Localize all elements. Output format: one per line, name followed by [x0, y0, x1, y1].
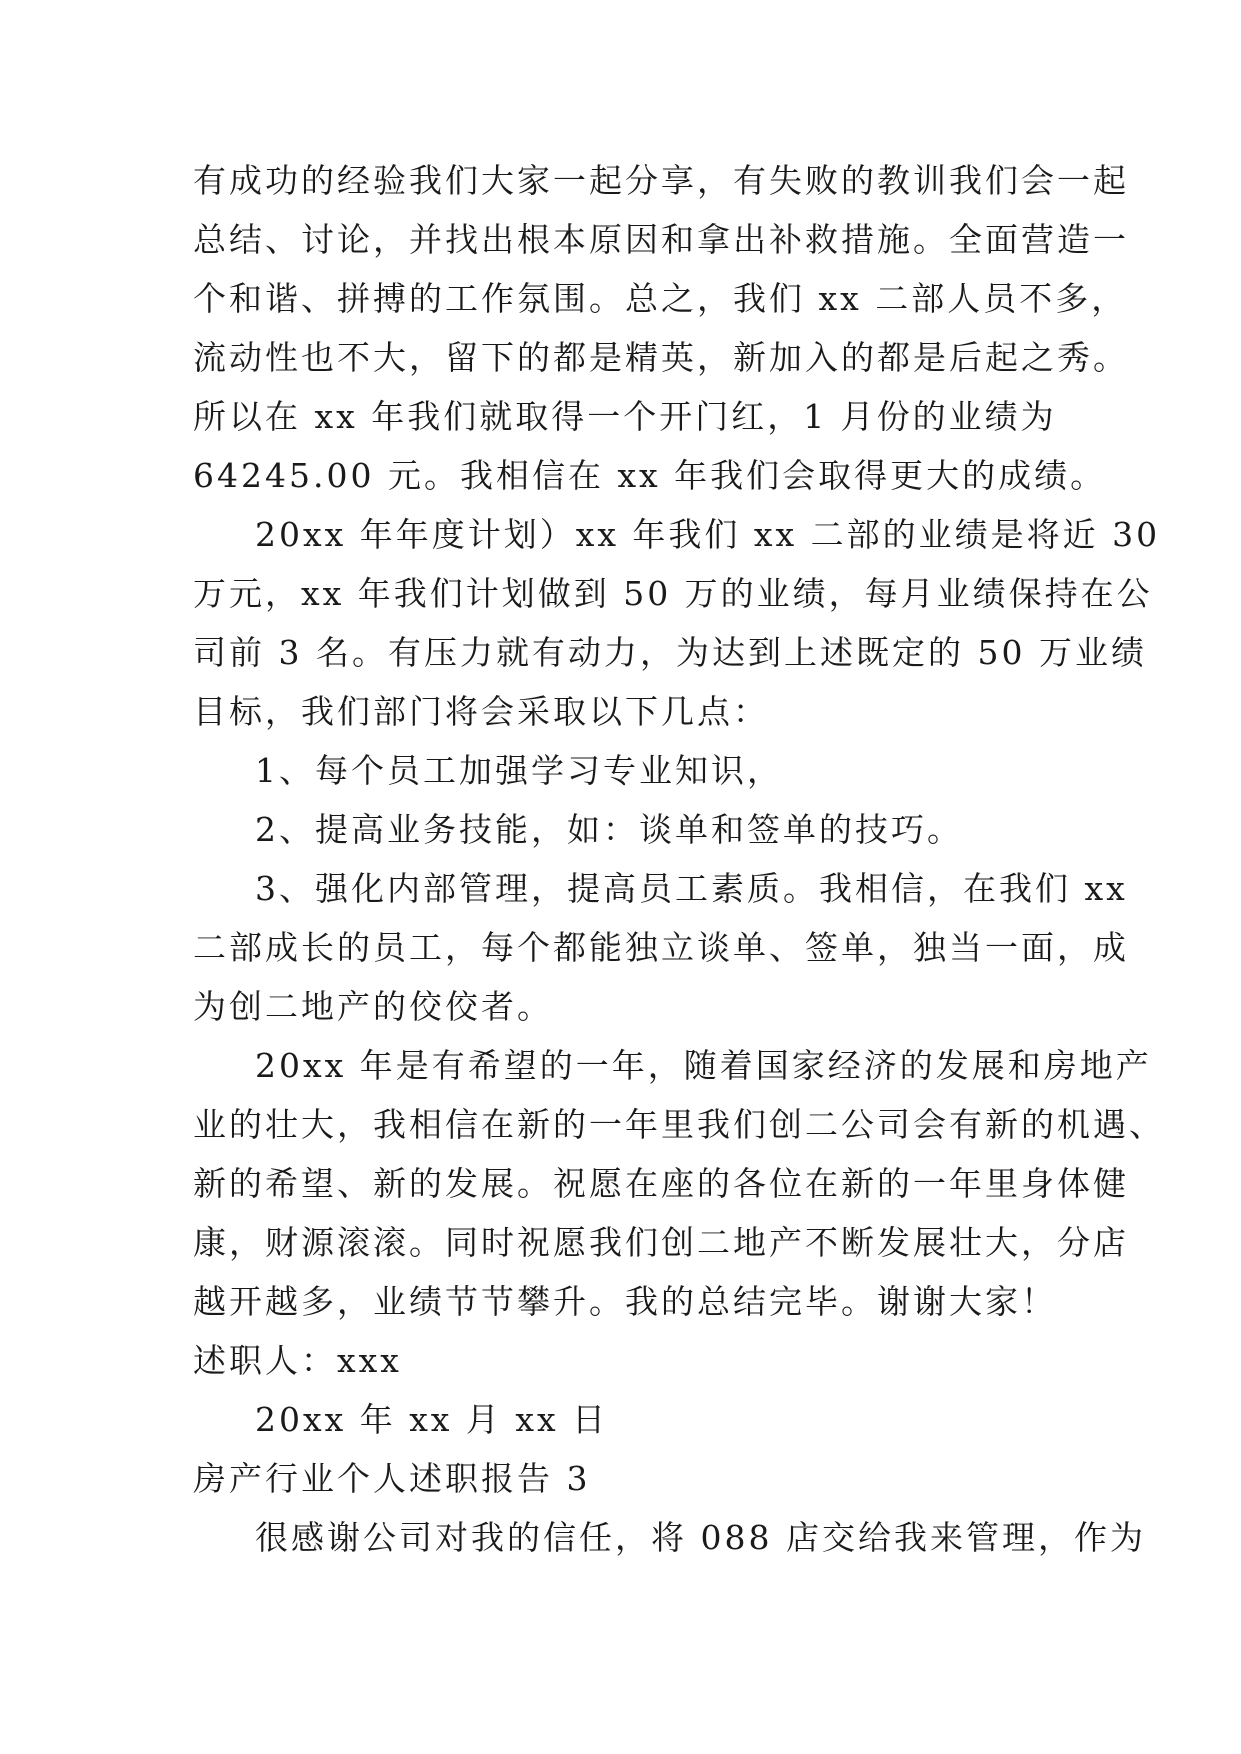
date-line: 20xx 年 xx 月 xx 日 [255, 1400, 609, 1439]
section-heading: 房产行业个人述职报告 3 [193, 1459, 591, 1498]
text-line: 二部成长的员工，每个都能独立谈单、签单，独当一面，成 [193, 928, 1129, 967]
text-line: 司前 3 名。有压力就有动力，为达到上述既定的 50 万业绩 [193, 633, 1147, 672]
text-line: 总结、讨论，并找出根本原因和拿出补救措施。全面营造一 [193, 220, 1129, 259]
list-item-1: 1、每个员工加强学习专业知识， [255, 751, 783, 790]
text-line: 流动性也不大，留下的都是精英，新加入的都是后起之秀。 [193, 338, 1129, 377]
text-line: 个和谐、拼搏的工作氛围。总之，我们 xx 二部人员不多， [193, 279, 1128, 318]
text-line: 新的希望、新的发展。祝愿在座的各位在新的一年里身体健 [193, 1164, 1129, 1203]
text-line: 康，财源滚滚。同时祝愿我们创二地产不断发展壮大，分店 [193, 1223, 1129, 1262]
text-line: 为创二地产的佼佼者。 [193, 987, 553, 1026]
list-item-2: 2、提高业务技能，如：谈单和签单的技巧。 [255, 810, 963, 849]
document-body [193, 151, 1165, 1567]
reporter-line: 述职人：xxx [193, 1341, 402, 1380]
text-line: 所以在 xx 年我们就取得一个开门红，1 月份的业绩为 [193, 397, 1057, 436]
text-line: 64245.00 元。我相信在 xx 年我们会取得更大的成绩。 [193, 456, 1107, 495]
text-line: 目标，我们部门将会采取以下几点： [193, 692, 769, 731]
paragraph-start-line: 20xx 年是有希望的一年，随着国家经济的发展和房地产 [255, 1046, 1152, 1085]
list-item-3: 3、强化内部管理，提高员工素质。我相信，在我们 xx [255, 869, 1128, 908]
text-line: 越开越多，业绩节节攀升。我的总结完毕。谢谢大家！ [193, 1282, 1057, 1321]
paragraph-start-line: 20xx 年年度计划）xx 年我们 xx 二部的业绩是将近 30 [255, 515, 1161, 554]
paragraph-start-line: 很感谢公司对我的信任，将 088 店交给我来管理，作为 [255, 1518, 1146, 1557]
text-line: 万元，xx 年我们计划做到 50 万的业绩，每月业绩保持在公 [193, 574, 1153, 613]
text-line: 有成功的经验我们大家一起分享，有失败的教训我们会一起 [193, 161, 1129, 200]
text-line: 业的壮大，我相信在新的一年里我们创二公司会有新的机遇、 [193, 1105, 1165, 1144]
